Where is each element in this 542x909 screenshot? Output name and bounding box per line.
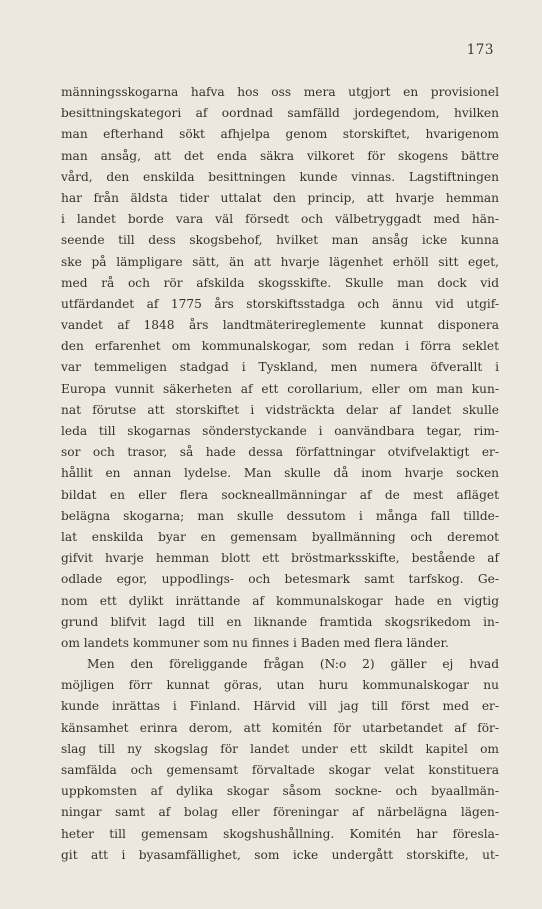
text-line: bildat en eller flera sockneallmänningar af de mest afläget	[61, 487, 499, 502]
text-line: sor och trasor, så hade dessa författningar otvifvelaktigt er-	[61, 445, 499, 460]
text-line: seende till dess skogsbehof, hvilket man ansåg icke kunna	[61, 233, 499, 248]
text-line: i landet borde vara väl försedt och välbetryggadt med hän-	[61, 212, 499, 227]
text-line: ningar samt af bolag eller föreningar af närbelägna lägen-	[61, 805, 499, 820]
text-line: uppkomsten af dylika skogar såsom sockne- och byaallmän-	[61, 784, 499, 799]
text-line: kunde inrättas i Finland. Härvid vill jag till först med er-	[61, 699, 499, 714]
text-line: nat förutse att storskiftet i vidsträckta delar af landet skulle	[61, 402, 499, 417]
text-line: vandet af 1848 års landtmäterireglemente kunnat disponera	[61, 318, 499, 333]
text-line: Men den föreliggande frågan (N:o 2) gäller ej hvad	[87, 657, 499, 672]
text-line: Europa vunnit säkerheten af ett corollarium, eller om man kun-	[61, 381, 499, 396]
text-line: möjligen förr kunnat göras, utan huru kommunalskogar nu	[61, 678, 499, 693]
text-line: har från äldsta tider uttalat den princip, att hvarje hemman	[61, 190, 499, 205]
text-line: man efterhand sökt afhjelpa genom storskiftet, hvarigenom	[61, 127, 499, 142]
text-line: belägna skogarna; man skulle dessutom i många fall tillde-	[61, 508, 499, 523]
text-line: nom ett dylikt inrättande af kommunalskogar hade en vigtig	[61, 593, 499, 608]
text-line: om landets kommuner som nu finnes i Baden med flera länder.	[61, 635, 449, 650]
body-text	[61, 82, 499, 866]
text-line: vård, den enskilda besittningen kunde vinnas. Lagstiftningen	[61, 169, 499, 184]
text-line: samfälda och gemensamt förvaltade skogar velat konstituera	[61, 763, 499, 777]
text-line: ske på lämpligare sätt, än att hvarje lägenhet erhöll sitt eget,	[61, 254, 499, 269]
text-line: männingsskogarna hafva hos oss mera utgjort en provisionel	[61, 85, 499, 99]
text-line: slag till ny skogslag för landet under ett skildt kapitel om	[61, 741, 499, 756]
text-line: utfärdandet af 1775 års storskiftsstadga och ännu vid utgif-	[61, 296, 499, 311]
text-line: man ansåg, att det enda säkra vilkoret för skogens bättre	[61, 148, 499, 163]
text-line: leda till skogarnas sönderstyckande i oanvändbara tegar, rim-	[61, 424, 499, 438]
text-line: känsamhet erinra derom, att komitén för utarbetandet af för-	[61, 720, 499, 735]
text-line: gifvit hvarje hemman blott ett bröstmarksskifte, bestående af	[61, 551, 499, 566]
text-line: odlade egor, uppodlings- och betesmark samt tarfskog. Ge-	[61, 572, 499, 587]
text-line: besittningskategori af oordnad samfälld jordegendom, hvilken	[61, 106, 499, 121]
text-line: heter till gemensam skogshushållning. Komitén har föresla-	[61, 826, 499, 841]
text-line: git att i byasamfällighet, som icke undergått storskifte, ut-	[61, 847, 499, 862]
text-line: den erfarenhet om kommunalskogar, som redan i förra seklet	[61, 339, 499, 354]
text-line: var temmeligen stadgad i Tyskland, men numera öfverallt i	[61, 360, 499, 375]
text-line: med rå och rör afskilda skogsskifte. Skulle man dock vid	[61, 275, 499, 290]
text-line: grund blifvit lagd till en liknande framtida skogsrikedom in-	[61, 614, 499, 629]
page-number: 173	[466, 42, 494, 58]
text-line: hållit en annan lydelse. Man skulle då inom hvarje socken	[61, 466, 499, 481]
text-line: lat enskilda byar en gemensam byallmänning och deremot	[61, 529, 499, 544]
